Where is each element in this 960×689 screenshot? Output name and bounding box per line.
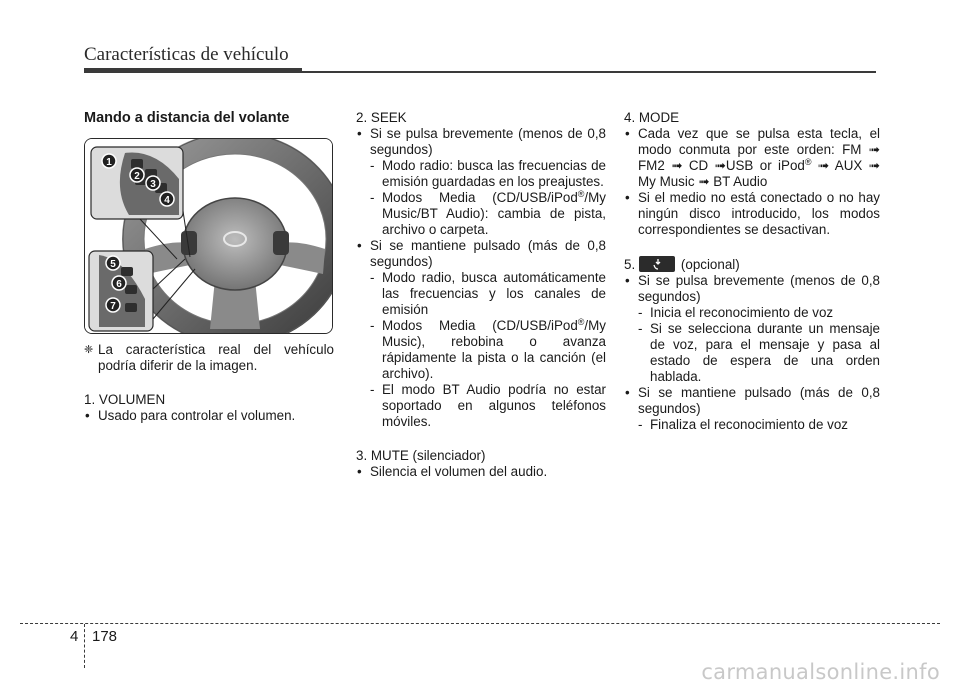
list-item: • Si se mantiene pulsado (más de 0,8 segundos) xyxy=(357,238,606,269)
marker-2: 2 xyxy=(134,171,140,182)
marker-1: 1 xyxy=(106,157,112,168)
sub-item: - Finaliza el reconocimiento de voz xyxy=(638,417,848,432)
item-volume-title: 1. VOLUMEN xyxy=(84,392,166,407)
marker-4: 4 xyxy=(164,195,170,206)
footer-divider xyxy=(84,624,85,668)
list-item: • Si se pulsa brevemente (menos de 0,8 segundos) xyxy=(357,126,606,157)
sub-item: - Modo radio, busca automáticamente las frecuencias y los canales de emisión xyxy=(370,270,606,317)
footer-rule xyxy=(20,623,940,624)
steering-wheel-illustration xyxy=(85,139,333,334)
sub-item: - Si se selecciona durante un mensaje de voz, para el mensaje y pasa al estado de espera de una orden hablada. xyxy=(638,321,880,384)
section-title: Características de vehículo xyxy=(84,44,289,65)
note-text: La característica real del vehículo podría diferir de la imagen. xyxy=(98,342,334,373)
item-mode-title: 4. MODE xyxy=(624,110,680,125)
sub-item: - Modos Media (CD/USB/iPod®/My Music/BT Audio): cambia de pista, archivo o carpeta. xyxy=(370,189,606,237)
sub-item: - Modo radio: busca las frecuencias de emisión guardadas en los preajustes. xyxy=(370,158,606,189)
list-item: • Cada vez que se pulsa esta tecla, el modo conmuta por este orden: FM ➟ FM2 ➟ CD ➟USB or iPod® ➟ AUX ➟ My Music ➟ BT Audio xyxy=(625,126,880,189)
item-voice-title: 5. (opcional) xyxy=(624,257,740,272)
sub-item: - Modos Media (CD/USB/iPod®/My Music), rebobina o avanza rápidamente la pista o la canción (el archivo). xyxy=(370,317,606,381)
page-number: 178 xyxy=(92,628,118,645)
image-note xyxy=(84,342,334,374)
marker-3: 3 xyxy=(150,179,156,190)
item-mute-title: 3. MUTE (silenciador) xyxy=(356,448,486,463)
column-left xyxy=(84,110,334,424)
marker-5: 5 xyxy=(110,259,116,270)
chapter-number: 4 xyxy=(70,628,79,645)
list-item: • Usado para controlar el volumen. xyxy=(85,408,296,423)
list-item: • Silencia el volumen del audio. xyxy=(357,464,548,479)
marker-6: 6 xyxy=(116,279,122,290)
note-marker: ❈ xyxy=(84,344,94,356)
column-right xyxy=(624,110,880,433)
header-rule xyxy=(84,71,876,73)
steering-wheel-figure xyxy=(84,138,333,334)
watermark: carmanualsonline.info xyxy=(701,660,940,684)
section-heading: Mando a distancia del volante xyxy=(84,110,290,126)
marker-7: 7 xyxy=(110,301,116,312)
list-item: • Si se pulsa brevemente (menos de 0,8 segundos) xyxy=(625,273,880,304)
voice-recognition-icon xyxy=(639,256,675,272)
list-item: • Si se mantiene pulsado (más de 0,8 segundos) xyxy=(625,385,880,416)
list-item: • Si el medio no está conectado o no hay ningún disco introducido, los modos correspondientes se desactivan. xyxy=(625,190,880,237)
sub-item: - El modo BT Audio podría no estar soportado en algunos teléfonos móviles. xyxy=(370,382,606,429)
airbag-hub xyxy=(183,198,287,290)
item-seek-title: 2. SEEK xyxy=(356,110,407,125)
column-middle xyxy=(356,110,606,480)
sub-item: - Inicia el reconocimiento de voz xyxy=(638,305,834,320)
